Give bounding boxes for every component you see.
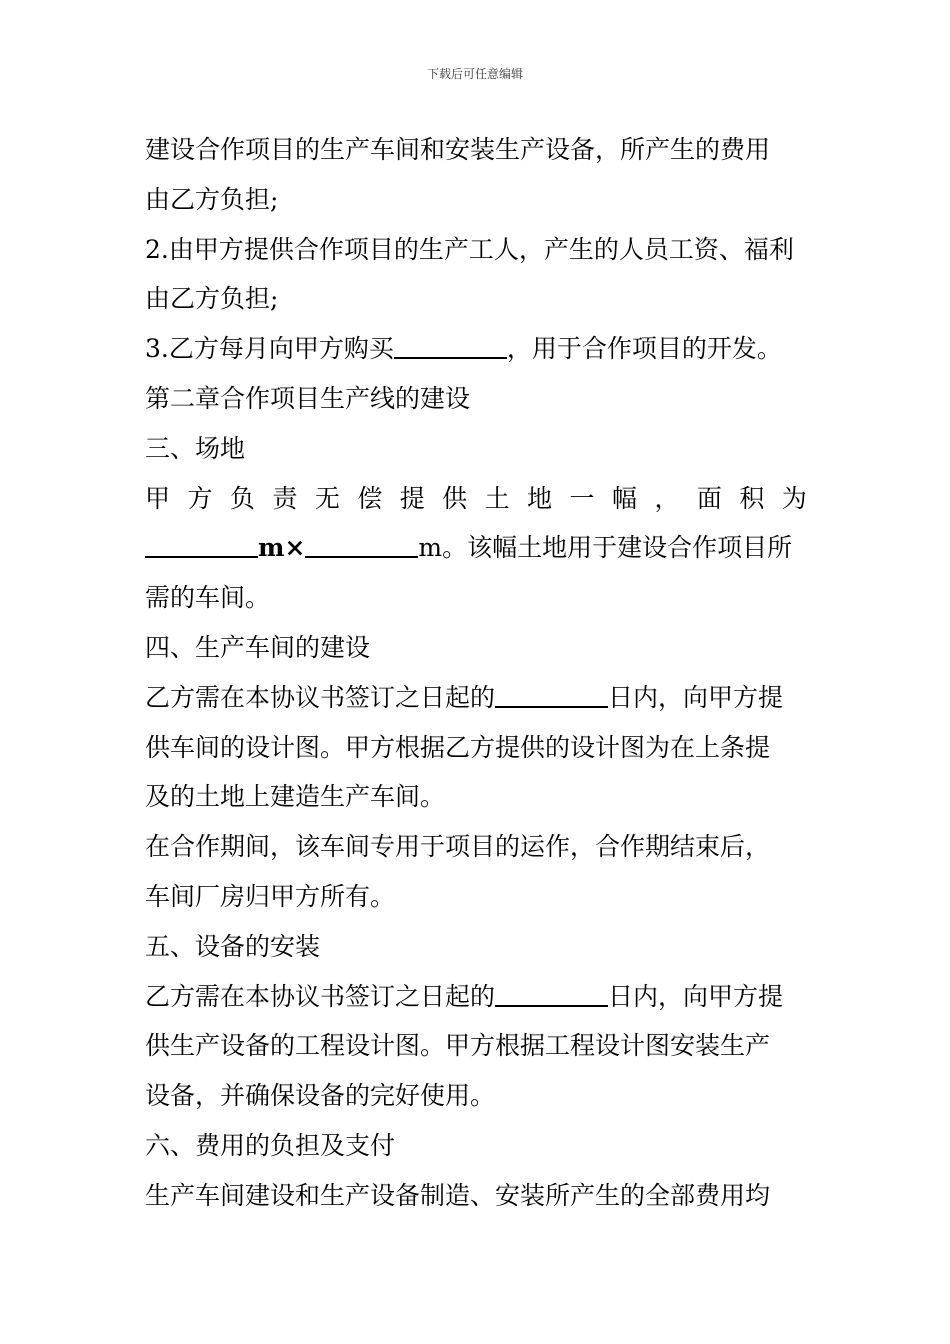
justified-char: 方 [187,483,213,513]
section-heading-site: 三、场地 [145,433,246,463]
justified-char: 负 [229,483,255,513]
justified-char: 面 [696,483,722,513]
clause-3-text: 3.乙方每月向甲方购买 [145,334,394,364]
equipment-text-end: 日内，向甲方提 [608,981,784,1011]
clause-3-text-end: ，用于合作项目的开发。 [506,334,782,364]
document-body [145,125,807,1221]
blank-field [394,327,507,359]
paragraph-line: 车间厂房归甲方所有。 [145,881,396,911]
justified-char: 责 [272,483,298,513]
blank-field [495,676,608,708]
justified-char: 提 [399,483,425,513]
section-heading-costs: 六、费用的负担及支付 [145,1130,396,1160]
paragraph-line: 及的土地上建造生产车间。 [145,782,446,812]
justified-char: 偿 [357,483,383,513]
paragraph-line: 在合作期间，该车间专用于项目的运作，合作期结束后， [145,832,771,862]
paragraph-line: 由乙方负担; [145,284,279,314]
justified-char: 为 [781,483,807,513]
workshop-text-end: 日内，向甲方提 [608,682,784,712]
equipment-line [145,972,807,1022]
justified-char: 一 [569,483,595,513]
unit-text: m× [258,533,306,563]
justified-char: 地 [527,483,553,513]
clause-2-line: 2.由甲方提供合作项目的生产工人，产生的人员工资、福利 [145,234,794,264]
paragraph-line: 建设合作项目的生产车间和安装生产设备，所产生的费用 [145,135,771,164]
area-text: m。该幅土地用于建设合作项目所 [418,533,793,563]
paragraph-line: 需的车间。 [145,583,271,613]
chapter-heading: 第二章合作项目生产线的建设 [145,383,471,413]
justified-char: 土 [484,483,510,513]
blank-field [495,975,608,1007]
paragraph-line: 设备，并确保设备的完好使用。 [145,1081,496,1111]
workshop-text: 乙方需在本协议书签订之日起的 [145,682,496,712]
justified-char: 供 [442,483,468,513]
justified-char: ， [654,483,680,513]
justified-char: 积 [739,483,765,513]
paragraph-line: 生产车间建设和生产设备制造、安装所产生的全部费用均 [145,1180,771,1210]
section-heading-workshop: 四、生产车间的建设 [145,632,371,662]
justified-char: 无 [314,483,340,513]
section-heading-equipment: 五、设备的安装 [145,931,321,961]
justified-char: 幅 [611,483,637,513]
blank-field [145,526,258,558]
justified-line [145,474,807,524]
workshop-line [145,673,807,723]
equipment-text: 乙方需在本协议书签订之日起的 [145,981,496,1011]
area-line [145,523,807,573]
blank-field [305,526,418,558]
paragraph-line: 供生产设备的工程设计图。甲方根据工程设计图安装生产 [145,1031,771,1061]
justified-char: 甲 [145,483,171,513]
clause-3-line [145,324,807,374]
paragraph-line: 由乙方负担; [145,184,279,214]
page-header: 下载后可任意编辑 [426,67,523,81]
paragraph-line: 供车间的设计图。甲方根据乙方提供的设计图为在上条提 [145,732,771,762]
